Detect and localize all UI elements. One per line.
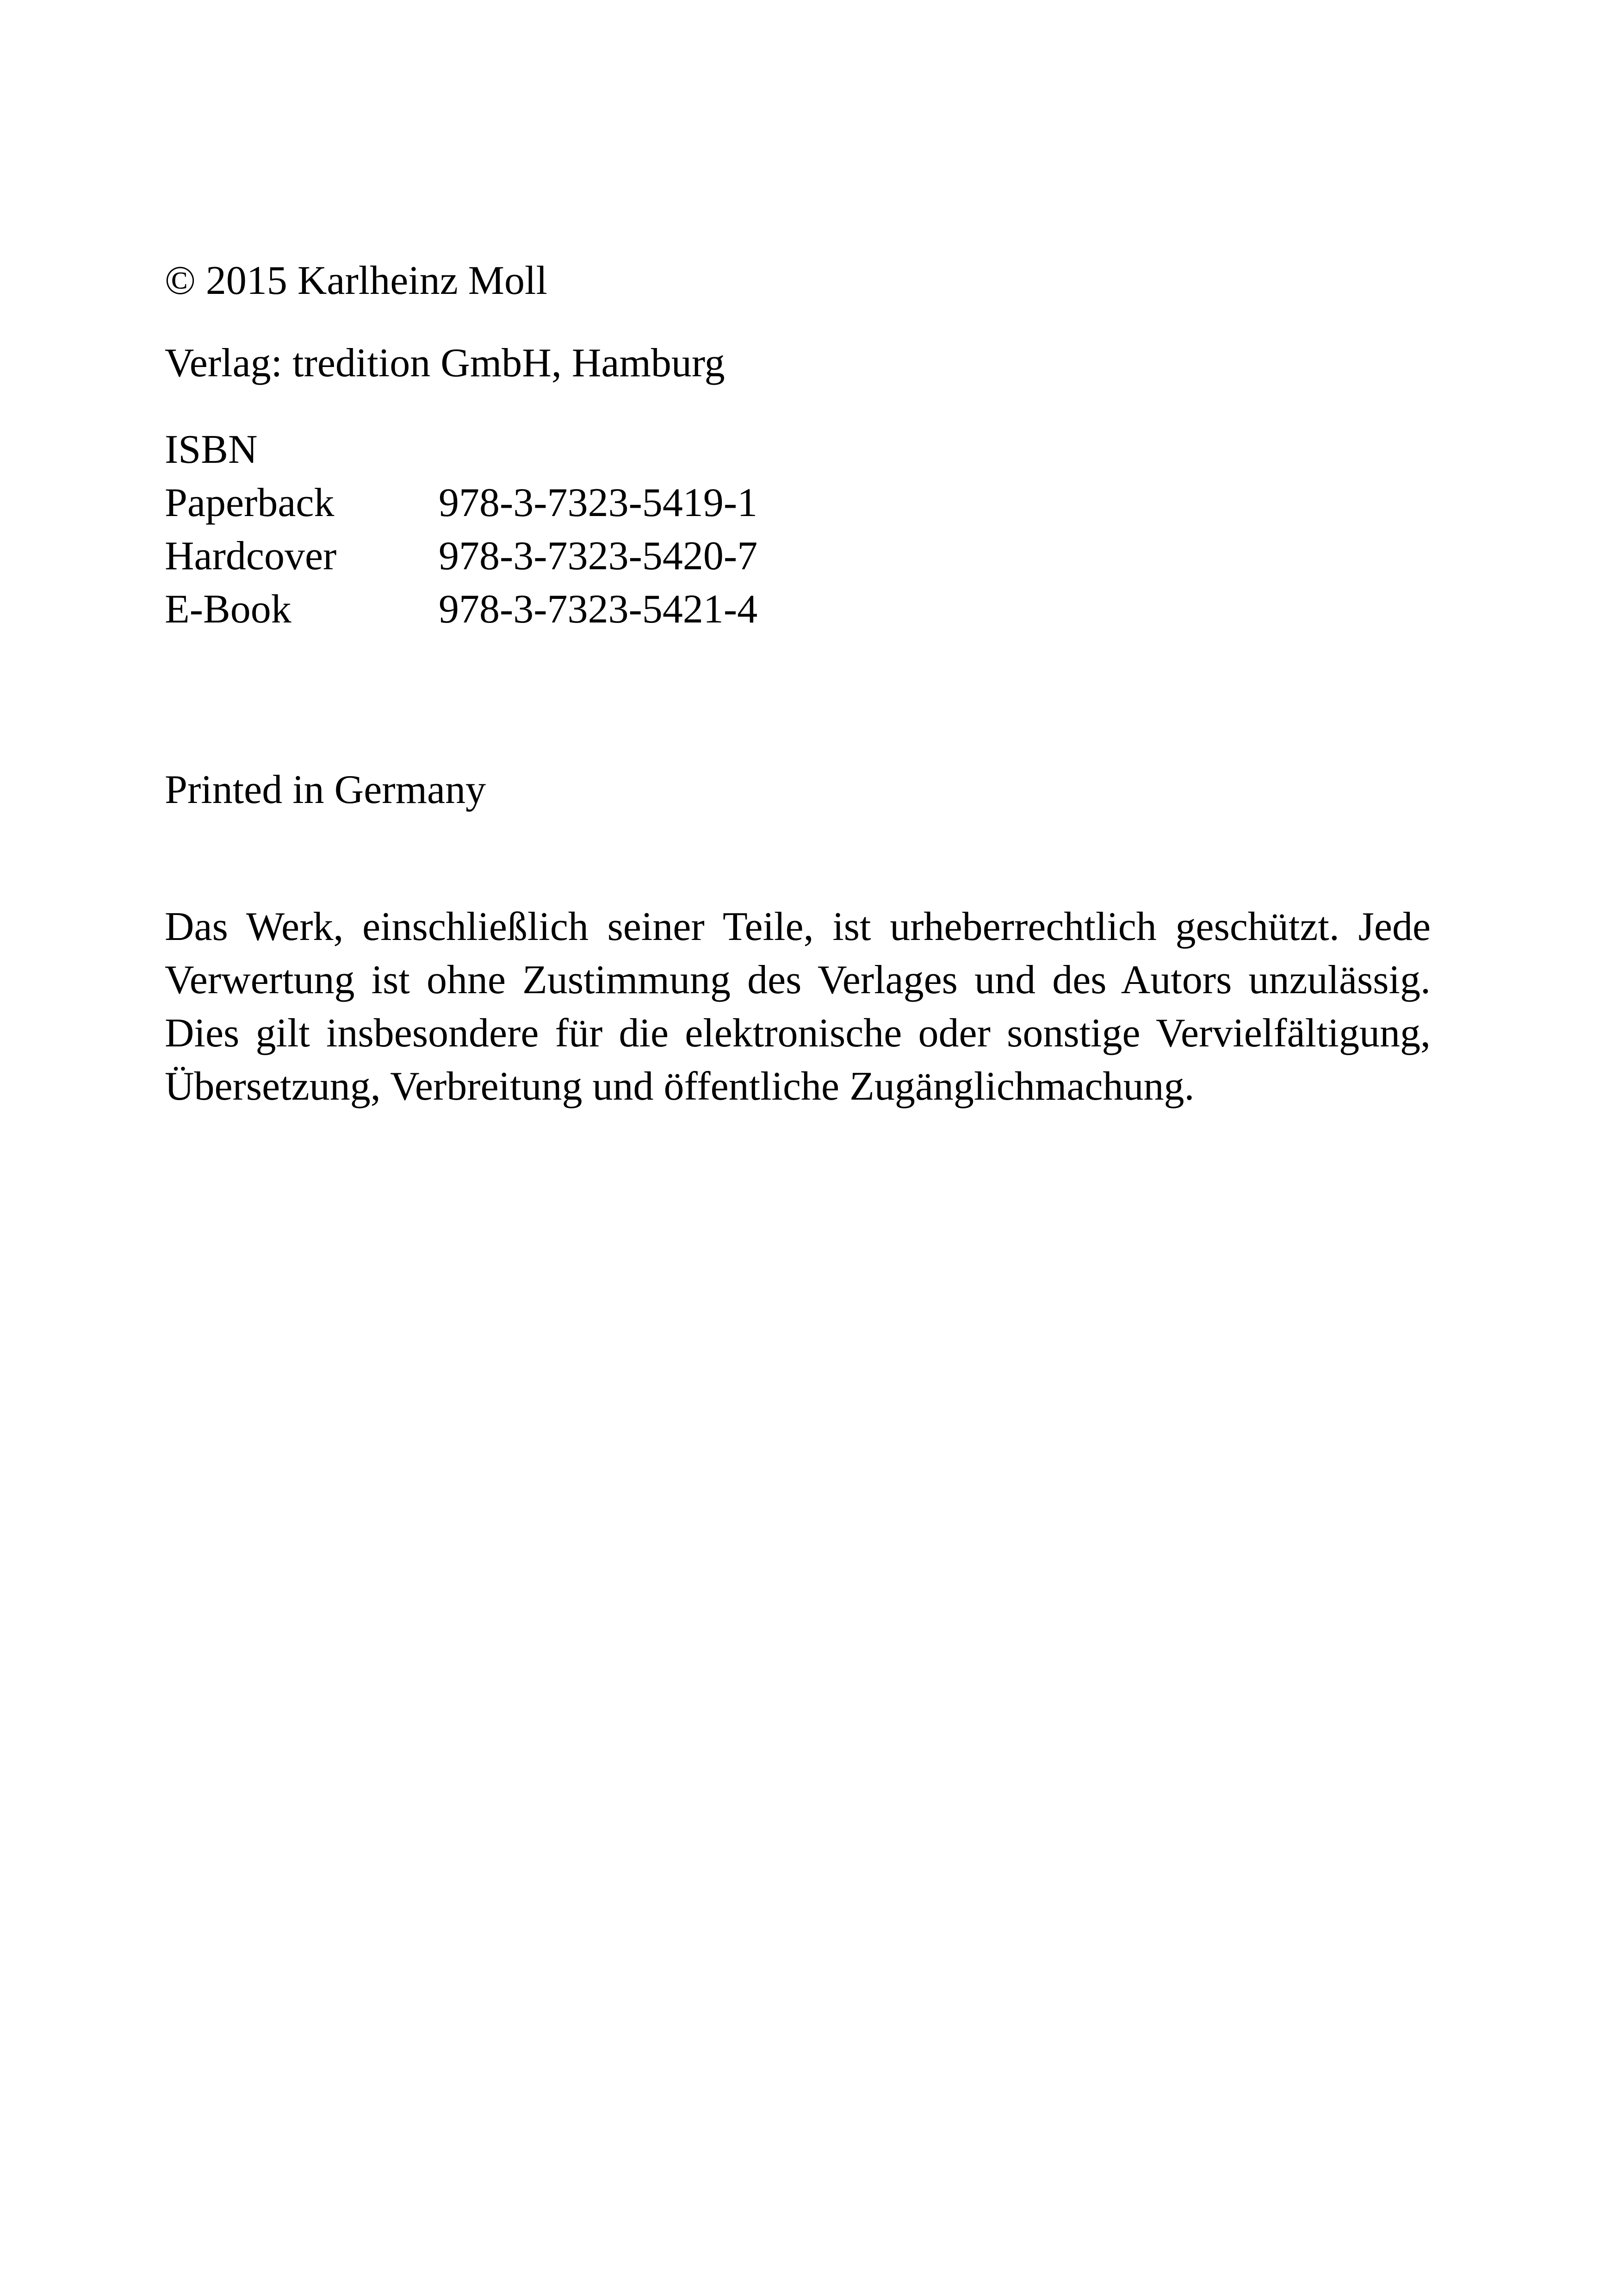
isbn-number: 978-3-7323-5421-4 bbox=[439, 587, 758, 632]
printed-in-notice: Printed in Germany bbox=[165, 767, 486, 812]
copyright-notice: © 2015 Karlheinz Moll bbox=[165, 258, 547, 303]
isbn-row-ebook bbox=[165, 583, 757, 636]
isbn-block bbox=[165, 423, 757, 636]
isbn-number: 978-3-7323-5420-7 bbox=[439, 534, 758, 579]
isbn-format-label: Paperback bbox=[165, 480, 335, 525]
isbn-format-label: Hardcover bbox=[165, 534, 337, 579]
publisher-line: Verlag: tredition GmbH, Hamburg bbox=[165, 341, 725, 386]
copyright-legal-paragraph: Das Werk, einschließlich seiner Teile, ist urheberrechtlich geschützt. Jede Verwertung ist ohne Zustimmung des Verlages und des Autors unzulässig. Dies gilt insbesondere für die elektronische oder sonstige Vervielfältigung, Übersetzung, Verbreitung und öffentliche Zugänglichmachung. bbox=[165, 904, 1431, 1109]
isbn-number: 978-3-7323-5419-1 bbox=[439, 480, 758, 525]
isbn-row-paperback bbox=[165, 477, 757, 530]
isbn-heading: ISBN bbox=[165, 427, 258, 472]
isbn-row-hardcover bbox=[165, 530, 757, 583]
isbn-heading-row bbox=[165, 423, 757, 477]
isbn-format-label: E-Book bbox=[165, 587, 291, 632]
